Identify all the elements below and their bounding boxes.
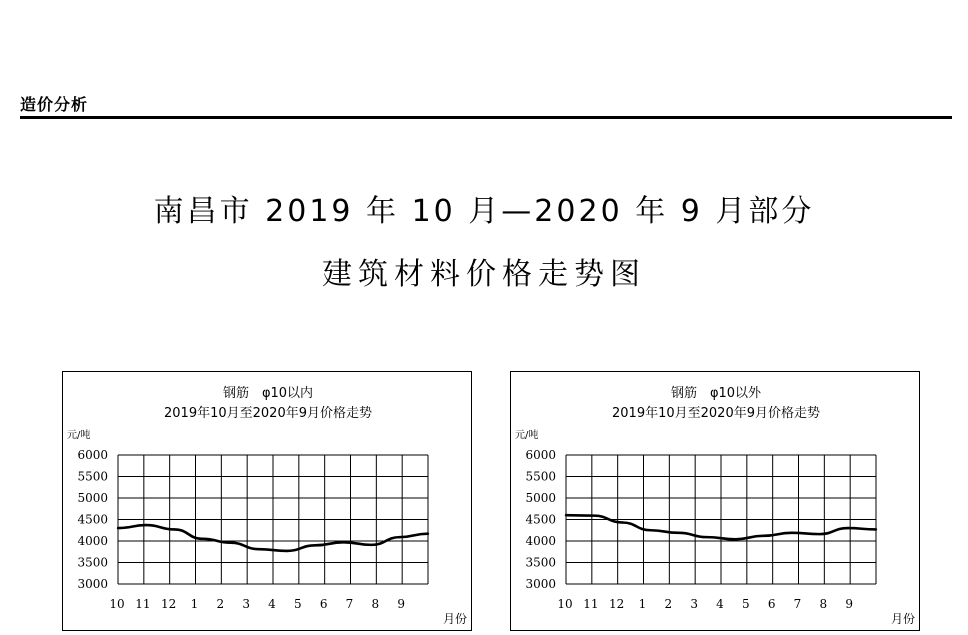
x-tick-label: 11 xyxy=(583,597,599,611)
chart-rebar-under-10 xyxy=(62,371,472,631)
y-tick-label: 3500 xyxy=(77,555,108,570)
x-tick-label: 5 xyxy=(294,597,302,611)
x-tick-label: 11 xyxy=(135,597,151,611)
section-header: 造价分析 xyxy=(20,95,89,114)
x-tick-label: 8 xyxy=(371,597,380,611)
chart-title: 钢筋 φ10以外 xyxy=(670,386,762,401)
data-point xyxy=(565,514,567,516)
y-axis-label: 元/吨 xyxy=(515,430,539,441)
y-tick-label: 4000 xyxy=(77,534,108,548)
data-point xyxy=(258,548,260,550)
data-point xyxy=(734,538,736,540)
x-tick-label: 2 xyxy=(216,597,225,611)
data-point xyxy=(145,524,147,526)
data-point xyxy=(230,542,232,544)
data-point xyxy=(790,532,792,534)
data-point xyxy=(762,535,764,537)
data-point xyxy=(286,550,288,552)
data-point xyxy=(621,521,623,523)
x-axis-label: 月份 xyxy=(443,612,468,626)
x-tick-label: 10 xyxy=(557,597,573,611)
data-point xyxy=(818,533,820,535)
x-tick-label: 6 xyxy=(767,597,776,611)
data-point xyxy=(173,528,175,530)
x-tick-label: 9 xyxy=(845,597,853,611)
x-tick-label: 5 xyxy=(742,597,750,611)
x-tick-label: 4 xyxy=(716,597,724,611)
chart-subtitle: 2019年10月至2020年9月价格走势 xyxy=(164,406,372,421)
data-point xyxy=(117,527,119,529)
x-tick-label: 9 xyxy=(397,597,405,611)
x-tick-label: 10 xyxy=(109,597,125,611)
data-point xyxy=(427,532,429,534)
data-point xyxy=(875,528,877,530)
y-tick-label: 6000 xyxy=(77,448,108,462)
header-rule xyxy=(20,116,952,119)
x-tick-label: 1 xyxy=(190,597,199,611)
data-point xyxy=(678,532,680,534)
chart-rebar-over-10 xyxy=(510,371,920,631)
x-tick-label: 4 xyxy=(268,597,276,611)
data-point xyxy=(649,529,651,531)
x-tick-label: 8 xyxy=(819,597,828,611)
y-tick-label: 5500 xyxy=(77,469,108,484)
data-point xyxy=(593,514,595,516)
chart-svg xyxy=(511,372,921,632)
y-tick-label: 3000 xyxy=(77,577,108,591)
x-tick-label: 12 xyxy=(609,597,625,611)
x-tick-label: 7 xyxy=(793,597,802,611)
data-point xyxy=(847,527,849,529)
y-tick-label: 4500 xyxy=(525,512,556,527)
x-tick-label: 3 xyxy=(242,597,250,611)
y-tick-label: 4000 xyxy=(525,534,556,548)
data-point xyxy=(706,536,708,538)
data-point xyxy=(314,544,316,546)
x-tick-label: 1 xyxy=(638,597,647,611)
data-point xyxy=(201,538,203,540)
x-tick-label: 2 xyxy=(664,597,673,611)
data-point xyxy=(342,541,344,543)
y-tick-label: 5000 xyxy=(525,491,556,505)
data-point xyxy=(370,544,372,546)
chart-svg xyxy=(63,372,473,632)
data-point xyxy=(399,536,401,538)
y-tick-label: 4500 xyxy=(77,512,108,527)
y-axis-label: 元/吨 xyxy=(67,430,91,441)
y-tick-label: 5000 xyxy=(77,491,108,505)
y-tick-label: 3500 xyxy=(525,555,556,570)
x-tick-label: 6 xyxy=(319,597,328,611)
y-tick-label: 5500 xyxy=(525,469,556,484)
x-axis-label: 月份 xyxy=(891,612,916,626)
chart-subtitle: 2019年10月至2020年9月价格走势 xyxy=(612,406,820,421)
page-title-line2: 建筑材料价格走势图 xyxy=(322,257,646,292)
y-tick-label: 3000 xyxy=(525,577,556,591)
x-tick-label: 3 xyxy=(690,597,698,611)
x-tick-label: 7 xyxy=(345,597,354,611)
page-title-line1: 南昌市 2019 年 10 月—2020 年 9 月部分 xyxy=(153,194,815,229)
y-tick-label: 6000 xyxy=(525,448,556,462)
chart-title: 钢筋 φ10以内 xyxy=(222,386,314,401)
x-tick-label: 12 xyxy=(161,597,177,611)
